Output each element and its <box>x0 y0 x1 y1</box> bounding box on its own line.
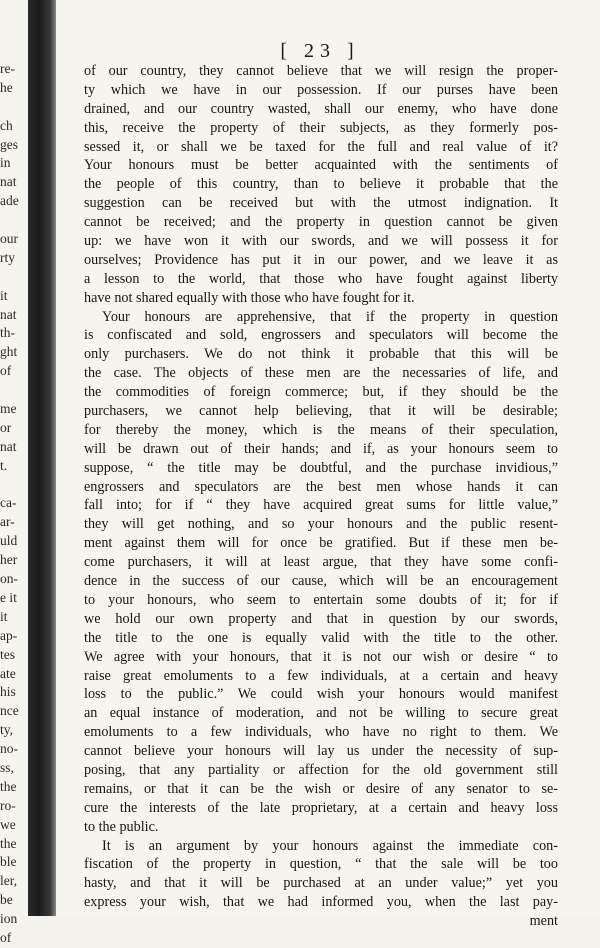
text-line: suppose, “ the title may be doubtful, and the purchase invidious,” <box>84 459 558 476</box>
margin-fragment: rty <box>0 249 15 265</box>
text-line: hasty, and that it will be purchased at an under value;” yet you <box>84 875 558 892</box>
margin-fragment: t. <box>0 457 8 473</box>
margin-fragment: of <box>0 929 12 945</box>
page-number: [ 23 ] <box>280 40 360 62</box>
margin-fragment <box>0 476 30 495</box>
margin-fragment: ate <box>0 665 16 681</box>
text-line: they will get nothing, and so your honours and the public resent- <box>84 516 558 533</box>
margin-fragment: he <box>0 79 13 95</box>
margin-fragment: tes <box>0 646 15 662</box>
text-line: the case. The objects of these men are the necessaries of life, and <box>84 365 558 382</box>
text-line: ment against them will for once be gratified. But if these men be- <box>84 535 558 552</box>
text-line: only purchasers. We do not think it probable that this will be <box>84 346 558 363</box>
text-line: the title to the one is equally valid with the title to the other. <box>84 629 558 646</box>
text-line: raise great emoluments to a few individuals, at a certain and heavy <box>84 667 558 684</box>
margin-fragment: nat <box>0 174 17 190</box>
margin-fragment: the <box>0 835 17 851</box>
text-line: to the public. <box>84 818 159 835</box>
facing-page-fragments <box>0 60 30 948</box>
text-line: fall into; for if “ they have acquired great sums for little value,” <box>84 497 558 514</box>
text-line: have not shared equally with those who have fought for it. <box>84 289 415 306</box>
text-line: an equal instance of moderation, and not be willing to secure great <box>84 705 558 722</box>
margin-fragment: it <box>0 608 8 624</box>
text-line: cannot be received; and the property in question cannot be given <box>84 214 558 231</box>
text-line: dence in the success of our cause, which will be an encouragement <box>84 573 558 590</box>
margin-fragment: his <box>0 684 16 700</box>
text-line: ourselves; Providence has put it in our power, and we leave it as <box>84 251 558 268</box>
margin-fragment: ler, <box>0 873 18 889</box>
margin-fragment <box>0 381 30 400</box>
margin-fragment: ges <box>0 136 18 152</box>
text-line: express your wish, that we had informed you, when the last pay- <box>84 894 558 911</box>
margin-fragment: ar- <box>0 514 15 530</box>
text-line: we hold our own property and that in question by our swords, <box>84 610 558 627</box>
text-line: to your honours, who seem to entertain some doubts of it; for if <box>84 591 558 608</box>
text-line: drained, and our country wasted, shall our enemy, who have done <box>84 100 558 117</box>
text-line: fiscation of the property in question, “ that the sale will be too <box>84 856 558 873</box>
margin-fragment: re- <box>0 61 15 76</box>
margin-fragment: in <box>0 155 11 171</box>
margin-fragment: ch <box>0 117 13 133</box>
margin-fragment: we <box>0 816 16 832</box>
margin-fragment: the <box>0 778 17 794</box>
text-line: the people of this country, than to believe it probable that the <box>84 176 558 193</box>
text-line: It is an argument by your honours against the immediate con- <box>102 837 558 854</box>
text-line: up: we have won it with our swords, and we will possess it for <box>84 233 558 250</box>
margin-fragment: be <box>0 892 13 908</box>
text-line: of our country, they cannot believe that we will resign the proper- <box>84 63 558 79</box>
body-text <box>84 62 558 931</box>
text-line: emoluments to a few individuals, who have no right to them. We <box>84 724 558 741</box>
margin-fragment: nat <box>0 306 17 322</box>
margin-fragment: uld <box>0 533 18 549</box>
text-line: come purchasers, it will at least argue, that they have some confi- <box>84 554 558 571</box>
text-line: cannot believe your honours will lay us under the necessity of sup- <box>84 743 558 760</box>
text-line: Your honours must be better acquainted with the sentiments of <box>84 157 558 174</box>
text-line: posing, that any partiality or affection for the old government still <box>84 761 558 778</box>
margin-fragment: e it <box>0 589 17 605</box>
margin-fragment: our <box>0 231 18 247</box>
text-line: the commodities of foreign commerce; but, if they should be the <box>84 384 558 401</box>
text-line: cure the interests of the late proprietary, at a certain and heavy loss <box>84 799 558 816</box>
margin-fragment: her <box>0 552 18 568</box>
margin-fragment: ca- <box>0 495 17 511</box>
margin-fragment <box>0 211 30 230</box>
margin-fragment: th- <box>0 325 15 341</box>
margin-fragment: ro- <box>0 797 16 813</box>
margin-fragment: nce <box>0 703 19 719</box>
text-line: loss to the public.” We could wish your honours would manifest <box>84 686 558 703</box>
text-line: for thereby the money, which is the means of their speculation, <box>84 421 558 438</box>
text-line: ty which we have in our possession. If our purses have been <box>84 81 558 98</box>
margin-fragment: ion <box>0 911 18 927</box>
page-gutter <box>28 0 56 916</box>
margin-fragment: on- <box>0 571 18 587</box>
margin-fragment: ty, <box>0 722 13 738</box>
text-line: remains, or that it can be the wish or desire of any senator to se- <box>84 780 558 797</box>
text-line: Your honours are apprehensive, that if the property in question <box>102 308 558 325</box>
text-line: purchasers, we cannot help believing, that it will be desirable; <box>84 403 558 420</box>
margin-fragment: nat <box>0 438 17 454</box>
margin-fragment: me <box>0 401 17 417</box>
margin-fragment: ade <box>0 193 19 209</box>
margin-fragment: ble <box>0 854 17 870</box>
margin-fragment: or <box>0 419 12 435</box>
margin-fragment <box>0 98 30 117</box>
text-line: is confiscated and sold, engrossers and speculators will become the <box>84 327 558 344</box>
text-line: this, receive the property of their subjects, as they formerly pos- <box>84 119 558 136</box>
text-line: suggestion can be received but with the utmost indignation. It <box>84 195 558 212</box>
margin-fragment: ght <box>0 344 18 360</box>
margin-fragment: of <box>0 363 12 379</box>
text-line: a lesson to the world, that those who have fought against liberty <box>84 270 558 287</box>
text-line: sessed it, or shall we be taxed for the full and real value of it? <box>84 138 558 155</box>
margin-fragment: it <box>0 287 8 303</box>
text-line: engrossers and speculators are the best men whose hands it can <box>84 478 558 495</box>
margin-fragment: no- <box>0 741 18 757</box>
text-line: We agree with your honours, that it is not our wish or desire “ to <box>84 648 558 665</box>
catchword: ment <box>529 913 558 930</box>
text-line: will be drawn out of their hands; and if, as your honours seem to <box>84 440 558 457</box>
margin-fragment: ap- <box>0 627 18 643</box>
margin-fragment <box>0 268 30 287</box>
margin-fragment: ss, <box>0 759 14 775</box>
